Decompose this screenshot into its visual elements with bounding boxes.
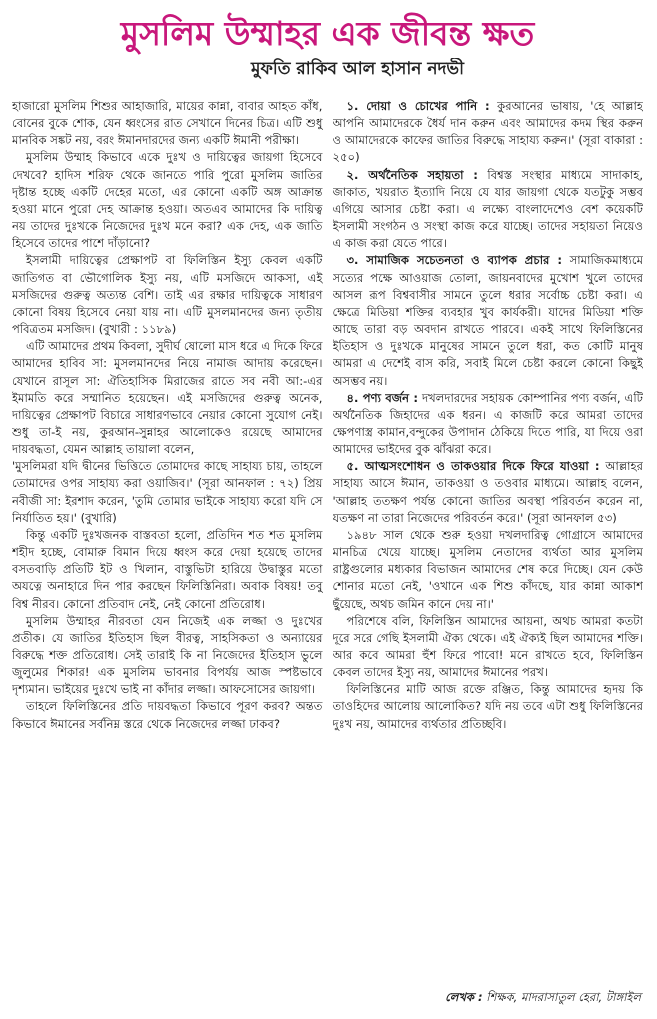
paragraph-text: ফিলিস্তিনের মাটি আজ রক্তে রঞ্জিত, কিন্তু আমাদের হৃদয় কি তাওহিদের আলোয় আলোকিত? যদি নয় তবে এটা শুধু ফিলিস্তিনের দুঃখ নয়, আমাদের ব্যর্থতার প্রতিচ্ছবি।	[332, 682, 643, 731]
paragraph: মুসলিম উম্মাহ কিভাবে একে দুঃখ ও দায়িত্বের জায়গা হিসেবে দেখবে? হাদিস শরিফ থেকে জানতে পারি পুরো মুসলিম জাতির দৃষ্টান্ত হচ্ছে একটি দেহের মতো, এর কোনো একটি অঙ্গ আক্রান্ত হওয়া মানে পুরো দেহ আক্রান্ত হওয়া। অতএব আমাদের কি দায়িত্ব নয় তাদের দুঃখকে নিজেদের দুঃখ মনে করা? এক দেহ, এক জাতি হিসেবে তাদের পাশে দাঁড়ানো?	[12, 150, 323, 251]
point-text: আল্লাহর সাহায্য আসে ঈমান, তাকওয়া ও তওবার মাধ্যমে। আল্লাহ বলেন, 'আল্লাহ ততক্ষণ পর্যন্ত কোনো জাতির অবস্থা পরিবর্তন করেন না, যতক্ষণ না তারা নিজেদের পরিবর্তন করে।' (সূরা আনফাল ৫৩)	[332, 459, 643, 525]
author-label: লেখক :	[445, 990, 483, 1004]
paragraph	[333, 613, 644, 682]
point-heading: ৪. পণ্য বর্জন :	[346, 390, 419, 405]
point-heading: ৩. সামাজিক সচেতনতা ও ব্যাপক প্রচার :	[346, 253, 563, 268]
point-text: সামাজিকমাধ্যমে সত্যের পক্ষে আওয়াজ তোলা, জায়নবাদের মুখোশ খুলে তাদের আসল রূপ বিশ্ববাসীর সামনে তুলে ধরার সর্বোচ্চ চেষ্টা করা। এ ক্ষেত্রে মিডিয়া শক্তির ব্যবহার খুব কার্যকরী। যাদের মিডিয়া শক্তি আছে তারা বড় অবদান রাখতে পারবে। একই সাথে ফিলিস্তিনের ইতিহাস ও দুঃখকে মানুষের সামনে তুলে ধরা, কত কোটি মানুষ আমরা এ দেশেই বাস করি, সবাই মিলে চেষ্টা করলে কোনো কিছুই অসম্ভব নয়।	[332, 253, 643, 388]
paragraph	[333, 681, 644, 732]
author-note	[445, 989, 641, 1005]
article-body	[12, 98, 643, 966]
point-paragraph	[333, 458, 644, 527]
point-heading: ১. দোয়া ও চোখের পানি :	[346, 99, 490, 113]
point-text: বিশ্বস্ত সংস্থার মাধ্যমে সাদাকাহ, জাকাত, খয়রাত ইত্যাদি নিয়ে যে যার জায়গা থেকে যতটুকু সম্ভব এগিয়ে আসার চেষ্টা করা। এ লক্ষ্যে বাংলাদেশেও বেশ কয়েকটি ইসলামী সংগঠন ও সংস্থা কাজ করে যাচ্ছে। তাদের সহায়তা নিয়েও এ কাজ করা যেতে পারে।	[332, 167, 643, 251]
paragraph-text: ১৯৪৮ সাল থেকে শুরু হওয়া দখলদারিত্ব গোগ্রাসে আমাদের মানচিত্র খেয়ে যাচ্ছে। মুসলিম নেতাদের ব্যর্থতা আর মুসলিম রাষ্ট্রগুলোর মধ্যকার বিভাজন আমাদের শেষ করে দিচ্ছে। যেন কেউ শোনার মতো নেই, 'ওখানে এক শিশু কাঁদছে, যার কান্না আকাশ ছুঁয়েছে, অথচ জমিন কানে দেয় না।'	[332, 527, 643, 611]
left-column	[12, 98, 323, 966]
article-byline: মুফতি রাকিব আল হাসান নদভী	[251, 59, 464, 79]
paragraph-text: পরিশেষে বলি, ফিলিস্তিন আমাদের আয়না, অথচ আমরা কতটা দূরে সরে গেছি ইসলামী ঐক্য থেকে। এই ঐক্যই ছিল আমাদের শক্তি। আর কবে আমরা হুঁশ ফিরে পাবো! মনে রাখতে হবে, ফিলিস্তিন কেবল তাদের ইস্যু নয়, আমাদের ঈমানের পরখ।	[332, 613, 643, 680]
point-paragraph	[333, 390, 644, 459]
point-paragraph	[333, 252, 644, 389]
article-title: মুসলিম উম্মাহর এক জীবন্ত ক্ষত	[120, 14, 535, 53]
author-description: শিক্ষক, মাদরাসাতুল হেরা, টাঙ্গাইল	[482, 990, 641, 1004]
point-paragraph	[333, 98, 644, 167]
paragraph: হাজারো মুসলিম শিশুর আহাজারি, মায়ের কান্না, বাবার আহত কাঁধ, বোনের বুকে শোক, যেন ধ্বংসের রাত সেখানে দিনের চিত্র। এটি শুধু মানবিক সঙ্কট নয়, বরং ঈমানদারদের জন্য একটি ঈমানী পরীক্ষা।	[12, 99, 323, 148]
point-text: কুরআনের ভাষায়, 'হে আল্লাহ আপনি আমাদেরকে ধৈর্য দান করুন এবং আমাদের কদম স্থির করুন ও আমাদেরকে কাফের জাতির বিরুদ্ধে সাহায্য করুন।' (সূরা বাকারা : ২৫০)	[332, 99, 643, 165]
paragraph: কিন্তু একটি দুঃখজনক বাস্তবতা হলো, প্রতিদিন শত শত মুসলিম শহীদ হচ্ছে, বোমারু বিমান দিয়ে ধ্বংস করে দেয়া হয়েছে তাদের বসতবাড়ি প্রতিটি ইট ও খিলান, বাস্তুভিটা হারিয়ে উদ্বাস্তুর মতো অযত্নে অনাহারে দিন পার করছেন ফিলিস্তিনিরা। অবাক বিষয়! তবু বিশ্ব নীরব। কোনো প্রতিবাদ নেই, নেই কোনো প্রতিরোধ।	[12, 527, 323, 611]
paragraph: তাহলে ফিলিস্তিনের প্রতি দায়বদ্ধতা কিভাবে পূরণ করব? অন্তত কিভাবে ঈমানের সর্বনিম্ন স্তরে থেকে নিজেদের লজ্জা ঢাকব?	[12, 699, 323, 731]
paragraph: 'মুসলিমরা যদি দ্বীনের ভিত্তিতে তোমাদের কাছে সাহায্য চায়, তাহলে তোমাদের ওপর সাহায্য করা ওয়াজিব।' (সূরা আনফাল : ৭২) প্রিয় নবীজী সা: ইরশাদ করেন, 'তুমি তোমার ভাইকে সাহায্য করো যদি সে নির্যাতিত হয়।' (বুখারি)	[12, 459, 323, 525]
paragraph: ইসলামী দায়িত্বের প্রেক্ষাপট বা ফিলিস্তিন ইস্যু কেবল একটি জাতিগত বা ভৌগোলিক ইস্যু নয়, এটি মসজিদে আকসা, এই মসজিদের গুরুত্ব অত্যন্ত বেশি। তাই এর রক্ষার দায়িত্বকে সাধারণ কোনো বিষয় হিসেবে নেয়া যায় না। এটি মুসলমানদের জন্য তৃতীয় পবিত্রতম মসজিদ। (বুখারী : ১১৮৯)	[12, 253, 323, 337]
point-paragraph	[333, 167, 644, 253]
point-text: দখলদারদের সহায়ক কোম্পানির পণ্য বর্জন, এটি অর্থনৈতিক জিহাদের এক ধরন। এ কাজটি করে আমরা তাদের ক্ষেপণাস্ত্র কামান,বন্দুকের উপাদান ঠেকিয়ে দিতে পারি, যা দিয়ে ওরা আমাদের ভাইদের বুক ঝাঁঝরা করে।	[332, 390, 643, 457]
paragraph	[333, 527, 644, 613]
right-column	[333, 98, 644, 966]
point-heading: ২. অর্থনৈতিক সহায়তা :	[346, 167, 478, 182]
point-heading: ৫. আত্মসংশোধন ও তাকওয়ার দিকে ফিরে যাওয়া :	[346, 459, 600, 474]
paragraph: মুসলিম উম্মাহর নীরবতা যেন নিজেই এক লজ্জা ও দুঃখের প্রতীক। যে জাতির ইতিহাস ছিল বীরত্ব, সাহসিকতা ও অন্যায়ের বিরুদ্ধে শক্ত প্রতিরোধ। সেই তারাই কি না নিজেদের ইতিহাস ভুলে জুলুমের শিকার! এক মুসলিম ভাবনার বিপর্যয় আজ স্পষ্টভাবে দৃশ্যমান। ভাইয়ের দুঃখে ভাই না কাঁদার লজ্জা। আফসোসের জায়গা।	[12, 613, 323, 697]
paragraph: এটি আমাদের প্রথম কিবলা, সুদীর্ঘ ষোলো মাস ধরে এ দিকে ফিরে আমাদের হাবিব সা: মুসলমানদের নিয়ে নামাজ আদায় করেছেন। যেখানে রাসূল সা: ঐতিহাসিক মিরাজের রাতে সব নবী আ:-এর ইমামতি করে সম্মানিত হয়েছেন। এই মসজিদের গুরুত্ব অনেক, দায়িত্বের প্রেক্ষাপট বিচারে সাধারণভাবে নেয়ার কোনো সুযোগ নেই। শুধু তা-ই নয়, কুরআন-সুন্নাহর আলোকেও রয়েছে আমাদের দায়বদ্ধতা, যেমন আল্লাহ তায়ালা বলেন,	[12, 339, 323, 457]
